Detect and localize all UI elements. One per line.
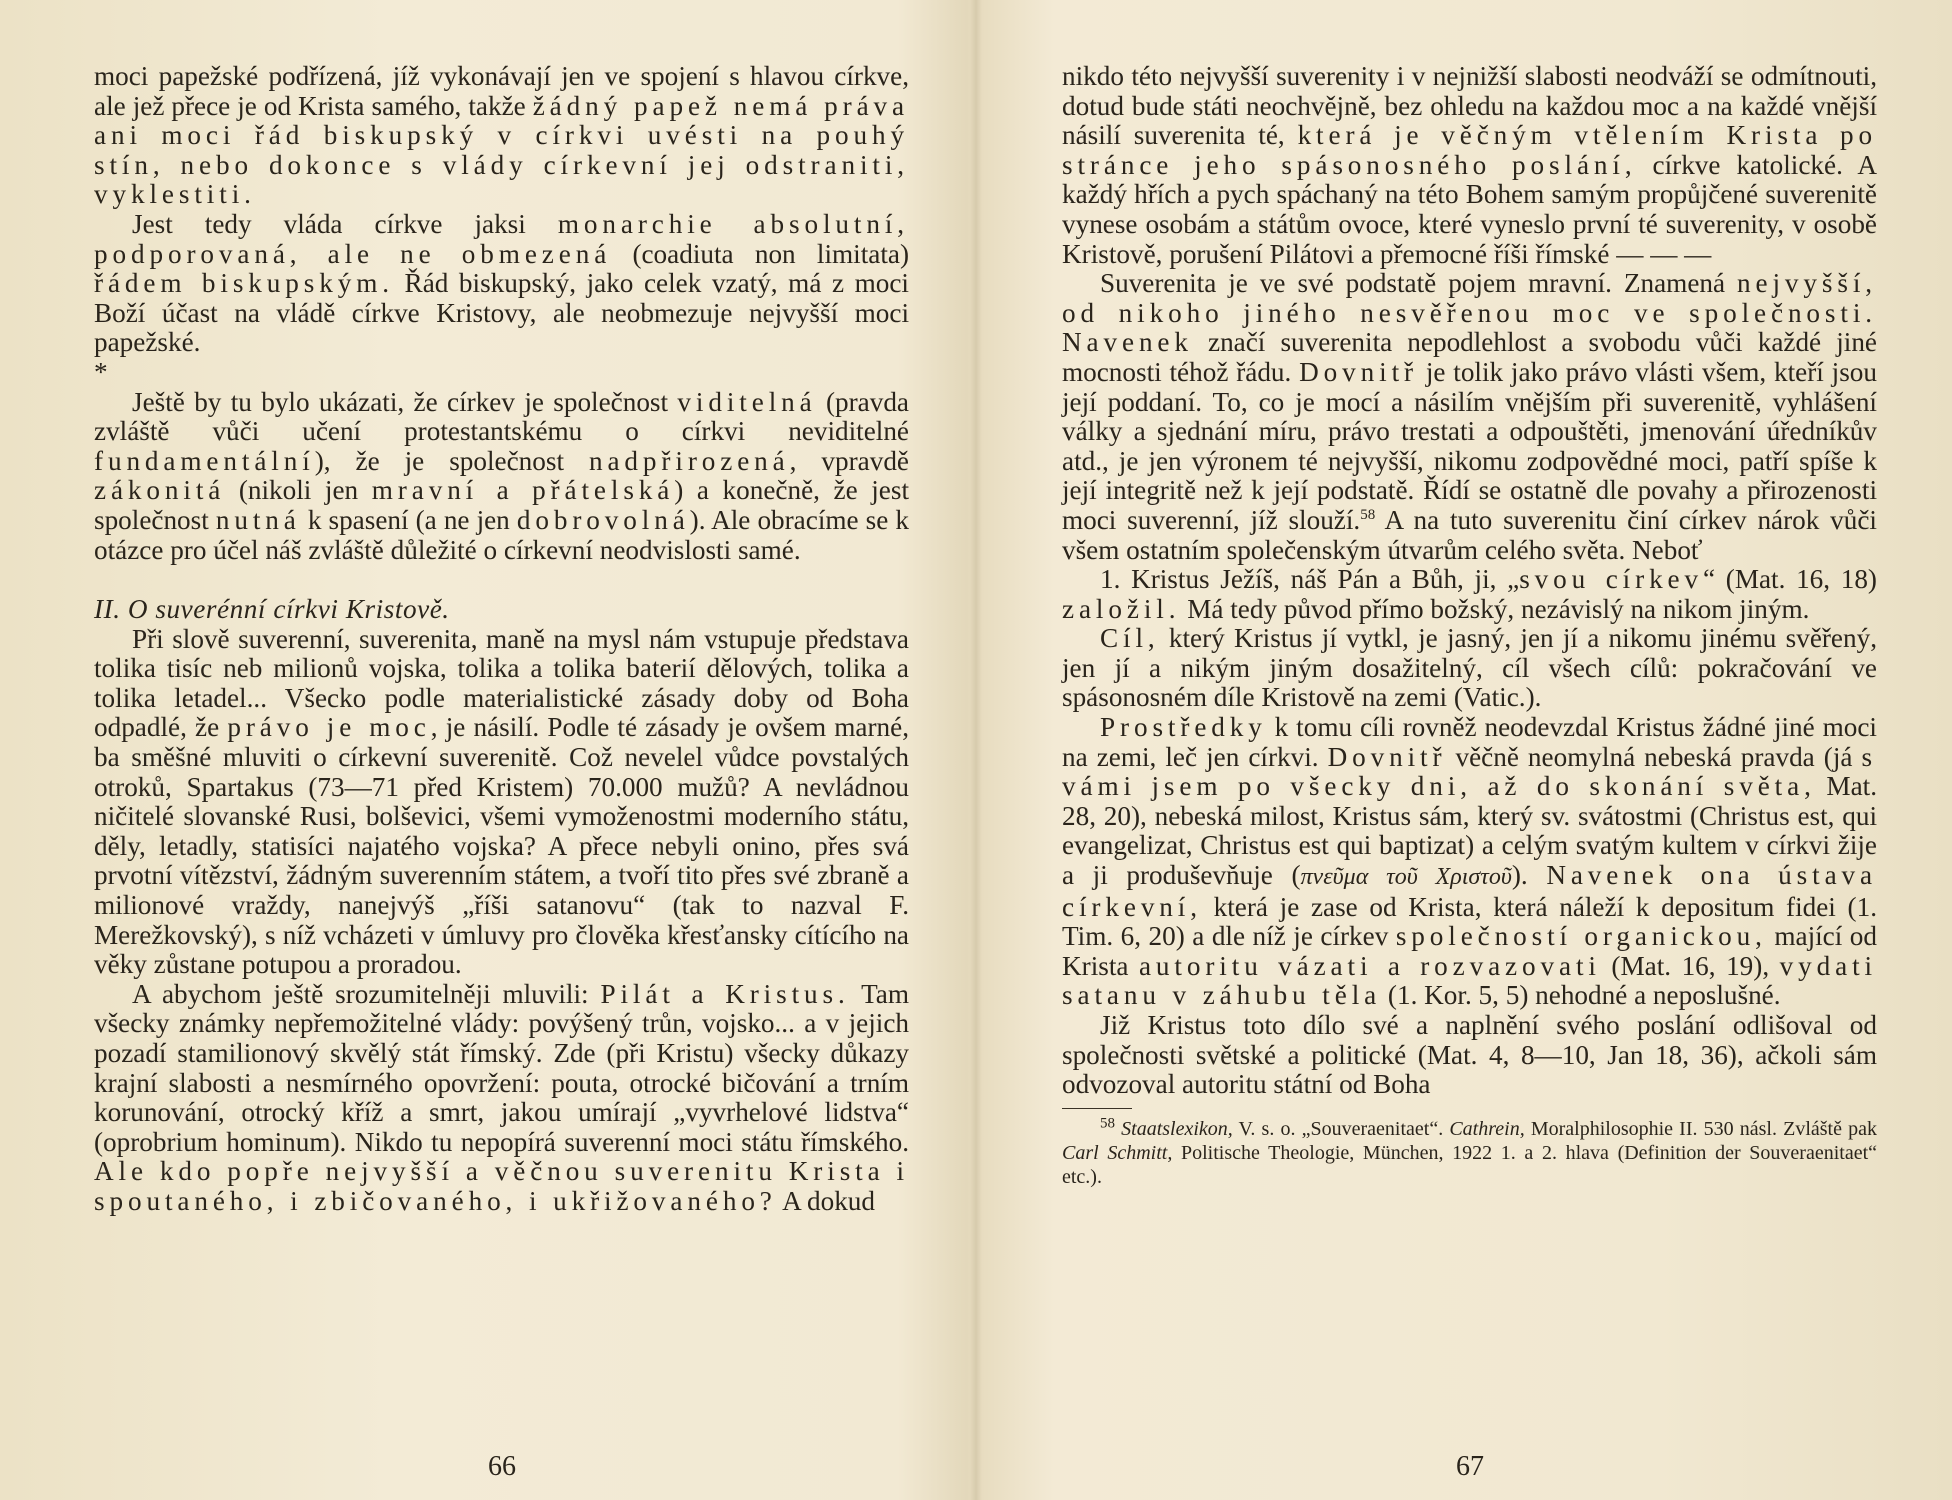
paragraph bbox=[1062, 713, 1877, 1011]
section-asterisk: * bbox=[94, 356, 108, 387]
italic-citation: Carl Schmitt, bbox=[1062, 1141, 1173, 1164]
text-run: A abychom ještě srozumitelněji mluvili: bbox=[132, 978, 601, 1009]
spaced-emphasis: svou církev bbox=[1519, 564, 1704, 595]
spaced-emphasis: dobrovolná bbox=[516, 504, 690, 535]
text-run: A dokud bbox=[776, 1185, 875, 1216]
spaced-emphasis: nejvyšší, od nikoho jiného nesvěřenou moc ve společnosti. bbox=[1062, 268, 1877, 328]
spaced-emphasis: která je věčným vtělením Krista po stránce jeho spásonosného poslání, bbox=[1062, 120, 1877, 180]
text-run: (nikoli jen bbox=[225, 475, 372, 506]
greek-text: πνεῦμα τοῦ Χριστοῦ bbox=[1300, 864, 1512, 891]
text-run: A na tuto suverenitu činí církev nárok vůči všem ostatním společenským útvarům celého světa. Neboť bbox=[1062, 504, 1877, 565]
paragraph bbox=[94, 980, 909, 1217]
left-page bbox=[94, 62, 909, 1217]
right-page bbox=[1062, 62, 1877, 1189]
text-run: Má tedy původ přímo božský, nezávislý na nikom jiným. bbox=[1180, 593, 1810, 624]
text-run: Ještě by tu bylo ukázati, že církev je společnost bbox=[132, 386, 678, 417]
section-heading: II. O suverénní církvi Kristově. bbox=[94, 594, 450, 625]
text-run: který Kristus jí vytkl, je jasný, jen jí a nikomu jinému svěřený, jen jí a nikým jiným dosažitelný, cíl všech cílů: pokračování ve spásonosném díle Kristově na zemi (Vatic.). bbox=[1062, 623, 1877, 713]
text-run: 1. Kristus Ježíš, náš Pán a Bůh, ji, „ bbox=[1100, 564, 1520, 595]
book-gutter bbox=[970, 0, 982, 1500]
text-run: Moralphilosophie II. 530 násl. Zvláště pak bbox=[1524, 1117, 1877, 1140]
paragraph bbox=[1062, 565, 1877, 624]
paragraph bbox=[1062, 62, 1877, 269]
paragraph bbox=[94, 62, 909, 210]
text-run: značí suverenita nepodlehlost a svobodu vůči každé jiné mocnosti téhož řádu. bbox=[1062, 327, 1877, 387]
text-run: ). Ale obracíme se k otázce pro účel náš zvláště důležité o církevní neodvislosti samé. bbox=[94, 504, 909, 565]
spaced-emphasis: fundamentální bbox=[94, 445, 315, 476]
spaced-emphasis: Navenek ona ústava církevní, bbox=[1062, 860, 1877, 922]
text-run: ) a konečně, že jest společnost bbox=[94, 475, 909, 535]
spaced-emphasis: nutná bbox=[215, 504, 301, 535]
footnote bbox=[1062, 1117, 1877, 1189]
text-run: Politische Theologie, München, 1922 1. a 2. hlava (Definition der Souveraenitaet“ etc.). bbox=[1062, 1141, 1877, 1188]
paragraph bbox=[1062, 269, 1877, 565]
text-run: Řád biskupský, jako celek vzatý, má z moci Boží účast na vládě církve Kristovy, ale neobmezuje nejvyšší moci papežské. bbox=[94, 268, 909, 358]
text-run: ), že je společnost bbox=[314, 445, 589, 476]
text-run: (pravda zvláště vůči učení protestantskému o církvi neviditelné bbox=[94, 386, 909, 447]
spaced-emphasis: Ale kdo popře nejvyšší a věčnou suverenitu Krista i spoutaného, i zbičovaného, i ukřižovaného? bbox=[94, 1156, 909, 1216]
spaced-emphasis: zákonitá bbox=[94, 475, 226, 506]
spaced-emphasis: autoritu vázati a rozvazovati bbox=[1138, 950, 1601, 981]
italic-citation: Cathrein, bbox=[1449, 1117, 1525, 1140]
paragraph bbox=[1062, 1011, 1877, 1100]
text-run: církve katolické. A každý hřích a pych spáchaný na této Bohem samým propůjčené suverenitě vynese osobám a státům ovoce, které vyneslo první té suverenity, v osobě Kristově, porušení Pilátovi a přemocné říši římské — — — bbox=[1062, 149, 1877, 269]
spaced-emphasis: Dovnitř bbox=[1299, 356, 1418, 387]
text-run: Jest tedy vláda církve jaksi bbox=[132, 208, 558, 239]
spaced-emphasis: Cíl, bbox=[1100, 623, 1160, 654]
text-run: mající od Krista bbox=[1062, 921, 1877, 981]
text-run: “ (Mat. 16, 18) bbox=[1703, 564, 1877, 595]
spaced-emphasis: společností organickou, bbox=[1395, 921, 1767, 952]
paragraph bbox=[1062, 624, 1877, 713]
text-run: moci papežské podřízená, jíž vykonávají jen ve spojení s hlavou církve, ale jež přece je od Krista samého, takže bbox=[94, 61, 909, 121]
spaced-emphasis: Navenek bbox=[1062, 327, 1193, 358]
spaced-emphasis: založil. bbox=[1062, 593, 1181, 624]
text-run: , je násilí. Podle té zásady je ovšem marné, ba směšné mluviti o církevní suverenitě. Což nevelel vůdce povstalých otroků, Spartakus (73—71 před Kristem) 70.000 mužů? A nevládnou ničitelé slovanské Rusi, bolševici, všemi vymoženostmi moderního státu, děly, letadly, statisíci najatého vojska? A přece nebyli onino, přes svá prvotní vítězství, žádným suverenním státem, a tvoří tito přes své zbraně a milionové vraždy, nanejvýš „říši satanovu“ (tak to nazval F. Merežkovský), s níž vcházeti v úmluvy pro člověka křesťansky cítícího na věky zůstane potupou a proradou. bbox=[94, 712, 909, 980]
spacer bbox=[94, 565, 909, 595]
spaced-emphasis: Dovnitř bbox=[1327, 741, 1447, 772]
footnote-text bbox=[1062, 1117, 1877, 1189]
text-run: je tolik jako právo vlásti všem, kteří jsou její poddaní. To, co je mocí a násilím vnějším při suverenitě, vyhlášení války a sjednání míru, právo trestati a odpouštěti, jmenování úředníkův atd., je jen výronem té nejvyšší, nikomu zodpovědné moci, patří spíše k její integritě než k její podstatě. Řídí se ostatně dle povahy a přirozenosti moci suverenní, jíž slouží. bbox=[1062, 356, 1877, 535]
text-run: Při slově suverenní, suverenita, maně na mysl nám vstupuje představa tolika tisíc neb milionů vojska, tolika a tolika baterií dělových, tolika a tolika letadel... Všecko podle materialistické zásady doby od Boha odpadlé, že bbox=[94, 623, 909, 743]
footnote-ref[interactable]: 58 bbox=[1360, 506, 1376, 523]
text-run: ). bbox=[1511, 860, 1547, 891]
spaced-emphasis: viditelná bbox=[677, 386, 817, 417]
text-run: (Mat. 16, 19), bbox=[1600, 950, 1780, 981]
footnote-number: 58 bbox=[1100, 1115, 1115, 1132]
text-run: (1. Kor. 5, 5) nehodné a neposlušné. bbox=[1381, 980, 1781, 1011]
spaced-emphasis: Pilát a Kristus. bbox=[600, 978, 850, 1009]
spaced-emphasis: mravní a přátelská bbox=[371, 475, 675, 506]
text-run: Mat. 28, 20), nebeská milost, Kristus sám, který sv. svátostmi (Christus est, qui evangelizat, Christus est qui baptizat) a celým svatým kultem v církvi žije a ji produševňuje ( bbox=[1062, 771, 1877, 891]
text-run: k spasení (a ne jen bbox=[300, 504, 517, 535]
spaced-emphasis: nadpřirozená bbox=[588, 445, 790, 476]
footnote-rule bbox=[1062, 1108, 1132, 1109]
text-run: Tam všecky známky nepřemožitelné vlády: povýšený trůn, vojsko... a v jejich pozadí stamilionový skvělý stát římský. Zde (při Kristu) všecky důkazy krajní slabosti a nesmírného opovržení: pouta, otrocké bičování a trním korunování, otrocký kříž a smrt, jakou umírají „vyvrhelové lidstva“ (oprobrium hominum). Nikdo tu nepopírá suverenní moci státu římského. bbox=[94, 978, 909, 1157]
spaced-emphasis: řádem biskupským. bbox=[94, 268, 394, 299]
text-run: , vpravdě bbox=[789, 445, 909, 476]
page-number-left: 66 bbox=[488, 1451, 516, 1482]
spaced-emphasis: monarchie absolutní, podporovaná, ale ne obmezená bbox=[94, 208, 909, 269]
spaced-emphasis: s vámi jsem po všecky dni, až do skonání světa, bbox=[1062, 741, 1877, 802]
text-run: Suverenita je ve své podstatě pojem mravní. Znamená bbox=[1100, 268, 1738, 299]
paragraph bbox=[94, 388, 909, 566]
text-run: (coadiuta non limitata) bbox=[611, 238, 909, 269]
page-number-right: 67 bbox=[1456, 1451, 1484, 1482]
text-run: k tomu cíli rovněž neodevzdal Kristus žádné jiné moci na zemi, leč jen církvi. bbox=[1062, 712, 1877, 772]
spaced-emphasis: žádný papež nemá práva ani moci řád biskupský v církvi uvésti na pouhý stín, nebo dokonce s vlády církevní jej odstraniti, vyklestiti. bbox=[94, 90, 909, 210]
italic-citation: Staatslexikon, bbox=[1121, 1117, 1233, 1140]
spaced-emphasis: Prostředky bbox=[1100, 712, 1267, 743]
text-run: V. s. o. „Souveraenitaet“. bbox=[1232, 1117, 1450, 1140]
spaced-emphasis: vydati satanu v záhubu těla bbox=[1062, 950, 1877, 1011]
paragraph bbox=[94, 625, 909, 980]
spaced-emphasis: právo je moc bbox=[227, 712, 431, 743]
text-run: Již Kristus toto dílo své a naplnění svého poslání odlišoval od společnosti světské a politické (Mat. 4, 8—10, Jan 18, 36), ačkoli sám odvozoval autoritu státní od Boha bbox=[1062, 1010, 1877, 1100]
text-run: která je zase od Krista, která náleží k depositum fidei (1. Tim. 6, 20) a dle níž je církev bbox=[1062, 891, 1877, 952]
paragraph bbox=[94, 210, 909, 358]
text-run: věčně neomylná nebeská pravda (já bbox=[1446, 741, 1862, 772]
text-run: nikdo této nejvyšší suverenity i v nejnižší slabosti neodváží se odmítnouti, dotud bude státi neochvějně, bez ohledu na každou moc a na každé vnější násilí suverenita té, bbox=[1062, 61, 1877, 151]
